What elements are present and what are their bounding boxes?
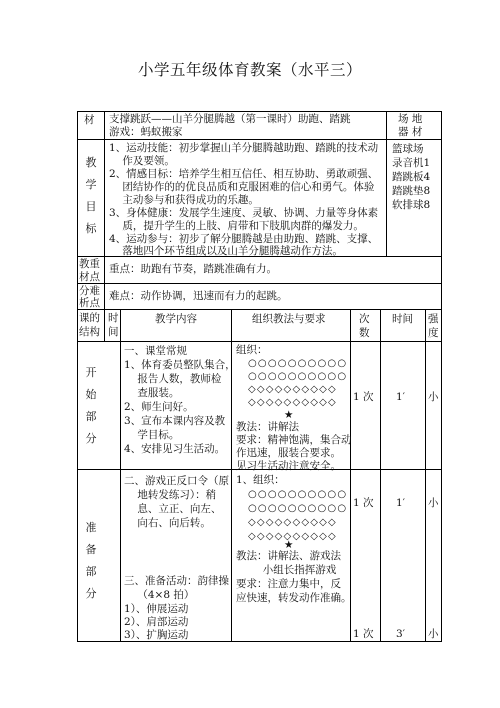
- start-duration: 1′: [396, 391, 406, 403]
- list-item: 4、安排见习生活动。: [124, 443, 226, 455]
- list-item: 三、准备活动：韵律操: [124, 575, 229, 587]
- start-section-label: 开 始 部 分: [85, 366, 97, 445]
- list-item: 3、宣布本课内容及教: [124, 415, 226, 427]
- goal-line: 4、运动参与：初步了解分腿腾越是由助跑、踏跳、支撑、: [109, 233, 379, 245]
- list-item: 地转发练习）：稍: [124, 489, 217, 501]
- equipment-item: 录音机1: [392, 157, 431, 169]
- list-item: 2、师生问好。: [124, 401, 194, 413]
- material-content-line1: 支撑跳跃——山羊分腿腾越（第一课时）助跑、踏跳: [109, 113, 351, 125]
- list-item: 二、游戏正反口令（原: [124, 475, 229, 487]
- venue-label-line2: 器 材: [398, 126, 423, 138]
- prep-section-label: 准 备 部 分: [85, 521, 97, 600]
- goal-line: 落地四个环节组成以及山羊分腿腾越动作方法。: [109, 245, 343, 257]
- goal-line: 3、身体健康：发展学生速度、灵敏、协调、力量等身体素: [109, 207, 379, 219]
- prep-intensity-2: 小: [428, 628, 439, 640]
- difficult-point: 难点：动作协调，迅速而有力的起跳。: [109, 290, 288, 302]
- list-item: 2）、肩部运动: [124, 616, 189, 628]
- prep-intensity-1: 小: [428, 497, 439, 509]
- venue-label-line1: 场 地: [398, 113, 423, 125]
- list-item: 1、体育委员整队集合，: [124, 359, 236, 371]
- list-item: 学目标。: [124, 429, 180, 441]
- goal-line: 团结协作的的优良品质和克服困难的信心和勇气。体验: [109, 181, 375, 193]
- header-method: 组织教法与要求: [252, 313, 326, 325]
- start-intensity: 小: [428, 391, 439, 403]
- formation-row: ○○○○○○○○○○: [248, 489, 348, 500]
- goal-line: 2、情感目标：培养学生相互信任、相互协助、勇敢顽强、: [109, 168, 379, 180]
- formation-row: ○○○○○○○○○○: [248, 503, 348, 514]
- prep-count-1: 1 次: [353, 497, 374, 509]
- header-content: 教学内容: [155, 313, 197, 325]
- equipment-item: 踏跳板4: [392, 171, 431, 183]
- formation-row: ◇◇◇◇◇◇◇◇◇◇: [248, 531, 337, 542]
- prep-count-2: 1 次: [353, 628, 374, 640]
- list-item: 查服装。: [124, 387, 180, 399]
- goal-line: 1、运动技能：初步掌握山羊分腿腾越助跑、踏跳的技术动: [109, 142, 379, 154]
- formation-row: ○○○○○○○○○○: [248, 371, 348, 382]
- goal-line: 主动参与和获得成功的乐趣。: [109, 194, 259, 206]
- formation-row: ◇◇◇◇◇◇◇◇◇◇: [248, 397, 337, 408]
- page-title: 小学五年级体育教案（水平三）: [137, 61, 362, 79]
- list-item: 报告人数，教师检: [124, 373, 222, 385]
- list-item: 息、立正、向左、: [124, 503, 222, 515]
- key-point: 重点：助跑有节奏，踏跳准确有力。: [109, 263, 277, 275]
- formation-row: ◇◇◇◇◇◇◇◇◇◇: [248, 384, 337, 395]
- list-item: 一、课堂常规: [124, 345, 187, 357]
- equipment-item: 软排球8: [392, 199, 431, 211]
- list-item: （4×8 拍）: [124, 589, 195, 601]
- teacher-star-icon: ★: [284, 539, 294, 551]
- goals-label: 教 学 目 标: [85, 156, 97, 235]
- material-label: 材: [84, 114, 95, 126]
- start-count: 1 次: [353, 391, 374, 403]
- teacher-star-icon: ★: [284, 409, 294, 421]
- goal-line: 质，提升学生的上肢、肩带和下肢肌肉群的爆发力。: [109, 220, 364, 232]
- prep-duration-1: 1′: [396, 497, 406, 509]
- formation-row: ○○○○○○○○○○: [248, 358, 348, 369]
- list-item: 3）、扩胸运动: [124, 629, 189, 641]
- equipment-item: 篮球场: [392, 143, 424, 155]
- list-item: 1）、伸展运动: [124, 603, 189, 615]
- material-content-line2: 游戏：蚂蚁搬家: [109, 126, 183, 138]
- list-item: 向右、向后转。: [124, 517, 211, 529]
- prep-duration-2: 3′: [396, 628, 406, 640]
- formation-row: ◇◇◇◇◇◇◇◇◇◇: [248, 517, 337, 528]
- goal-line: 作及要领。: [109, 155, 175, 167]
- header-duration: 时间: [392, 313, 413, 325]
- equipment-item: 踏跳垫8: [392, 185, 431, 197]
